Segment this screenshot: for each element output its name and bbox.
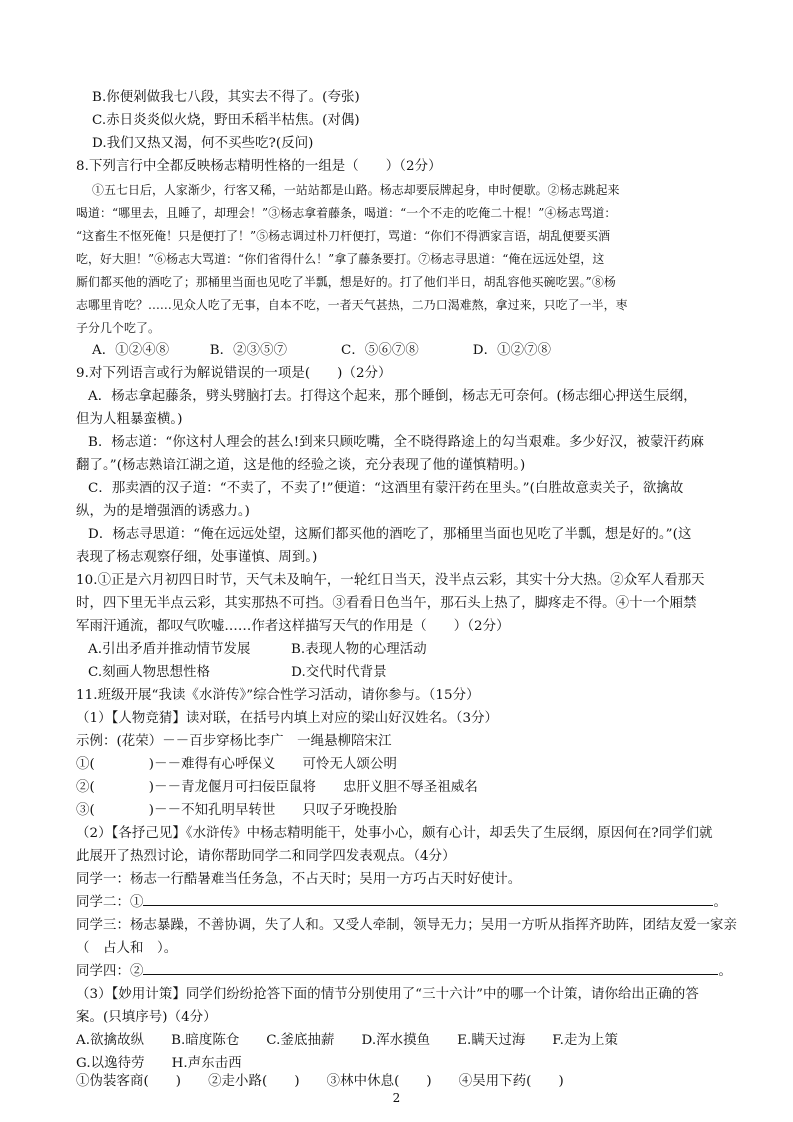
- question-11-part-2: （2）【各抒己见】《水浒传》中杨志精明能干，处事小心，颇有心计，却丢失了生辰纲，原因何在?同学们就: [76, 826, 713, 841]
- student-four-row: [76, 962, 793, 982]
- question-10-cont: 时，四下里无半点云彩，其实那热不可挡。③看看日色当午，那石头上热了，脚疼走不得。④十一个厢禁: [76, 596, 697, 611]
- answer-blank-1[interactable]: [143, 893, 713, 906]
- student-one-opinion: 同学一：杨志一行酷暑难当任务急，不占天时；吴用一方巧占天时好使计。: [76, 872, 522, 887]
- question-11-part-1: （1）【人物竞猜】读对联，在括号内填上对应的梁山好汉姓名。（3分）: [76, 711, 499, 726]
- question-11-part-2-cont: 此展开了热烈讨论，请你帮助同学二和同学四发表观点。（4分）: [76, 849, 456, 864]
- couplet-item: ②( )－－青龙偃月可扫佞臣鼠将 忠肝义胆不辱圣祖威名: [76, 780, 478, 795]
- question-8: 8.下列言行中全都反映杨志精明性格的一组是（ ）（2分）: [76, 159, 442, 174]
- strategy-options-row-2: G.以逸待劳 H.声东击西: [76, 1056, 242, 1071]
- student-three-opinion: 同学三：杨志暴躁，不善协调，失了人和。又受人牵制，领导无力；吴用一方听从指挥齐助阵，团结友爱一家亲: [76, 918, 738, 933]
- question-10-options-cd: C.刻画人物思想性格 D.交代时代背景: [88, 665, 387, 680]
- question-9-option-a-cont: 但为人粗暴蛮横。): [76, 412, 183, 427]
- strategy-options-row-1: A.欲擒故纵 B.暗度陈仓 C.釜底抽薪 D.浑水摸鱼 E.瞒天过海 F.走为上策: [76, 1033, 618, 1048]
- passage-line: 子分几个吃了。: [76, 321, 160, 335]
- question-10-options-ab: A.引出矛盾并推动情节发展 B.表现人物的心理活动: [88, 642, 427, 657]
- student-three-opinion-cont: （ 占人和 ）。: [76, 941, 178, 956]
- couplet-example: 示例：(花荣）－－百步穿杨比李广 一绳悬柳陪宋江: [76, 734, 392, 749]
- question-11-part-3-cont: 案。(只填序号)（4分）: [76, 1010, 217, 1025]
- option-c-line: C.赤日炎炎似火烧，野田禾稻半枯焦。(对偶): [92, 113, 360, 128]
- passage-line: “这畜生不怄死俺！只是便打了！”⑤杨志调过朴刀杆便打，骂道：“你们不得洒家言语，胡乱便要买酒: [76, 229, 611, 243]
- question-10: 10.①正是六月初四日时节，天气未及晌午，一轮红日当天，没半点云彩，其实十分大热。②众军人看那天: [76, 573, 705, 588]
- question-9-option-a: A．杨志拿起藤条，劈头劈脑打去。打得这个起来，那个睡倒，杨志无可奈何。(杨志细心押送生辰纲，: [88, 389, 697, 404]
- question-9-option-b: B．杨志道：“你这村人理会的甚么!到来只顾吃嘴，全不晓得路途上的勾当艰难。多少好汉，被蒙汗药麻: [88, 435, 704, 450]
- passage-line: 厮们都买他的酒吃了；那桶里当面也见吃了半瓢，想是好的。打了他们半日，胡乱容他买碗吃罢。”⑧杨: [76, 275, 616, 289]
- question-9-option-c-cont: 纵，为的是增强酒的诱惑力。): [76, 504, 251, 519]
- question-11-part-3: （3）【妙用计策】同学们纷纷抢答下面的情节分别使用了“三十六计”中的哪一个计策，请你给出正确的答: [76, 987, 699, 1002]
- question-10-cont: 军雨汗通流，都叹气吹嘘……作者这样描写天气的作用是（ ）（2分）: [76, 619, 510, 634]
- passage-line: ①五七日后，人家渐少，行客又稀，一站站都是山路。杨志却要辰牌起身，申时便歇。②杨志跳起来: [92, 183, 620, 197]
- page-number: 2: [392, 1091, 401, 1105]
- question-9-option-b-cont: 翻了。”(杨志熟谙江湖之道，这是他的经验之谈，充分表现了他的谨慎精明。): [76, 458, 526, 473]
- student-two-row: [76, 893, 793, 913]
- question-8-options: A．①②④⑧ B．②③⑤⑦ C．⑤⑥⑦⑧ D．①②⑦⑧: [92, 343, 552, 358]
- student-four-label: 同学四：②: [76, 964, 144, 979]
- passage-line: 吃，好大胆！”⑥杨志大骂道：“你们省得什么！”拿了藤条要打。⑦杨志寻思道：“俺在远远处望，这: [76, 252, 605, 266]
- couplet-item: ③( )－－不知孔明早转世 只叹子牙晚投胎: [76, 803, 397, 818]
- option-b-line: B.你便剁做我七八段，其实去不得了。(夸张): [92, 90, 360, 105]
- student-two-label: 同学二：①: [76, 895, 144, 910]
- blank-end-mark: 。: [718, 964, 732, 979]
- blank-end-mark: 。: [713, 895, 727, 910]
- plot-answer-row: ①伪装客商( ) ②走小路( ) ③林中休息( ) ④吴用下药( ): [76, 1074, 564, 1089]
- passage-line: 喝道：“哪里去，且睡了，却理会！”③杨志拿着藤条，喝道：“一个不走的吃俺二十棍！”④杨志骂道：: [76, 206, 617, 220]
- option-d-line: D.我们又热又渴，何不买些吃?(反问): [92, 136, 314, 151]
- passage-line: 志哪里肯吃？……见众人吃了无事，自本不吃，一者天气甚热，二乃口渴难熬，拿过来，只吃了一半，枣: [76, 298, 628, 312]
- couplet-item: ①( )－－难得有心呼保义 可怜无人颂公明: [76, 757, 397, 772]
- question-9-option-d: D．杨志寻思道：“俺在远远处望，这厮们都买他的酒吃了，那桶里当面也见吃了半瓢，想是好的。”(这: [88, 527, 692, 542]
- question-9: 9.对下列语言或行为解说错误的一项是( )（2分）: [76, 366, 392, 381]
- question-9-option-c: C．那卖酒的汉子道：“不卖了，不卖了!”便道：“这酒里有蒙汗药在里头。”(白胜故意卖关子，欲擒故: [88, 481, 684, 496]
- question-9-option-d-cont: 表现了杨志观察仔细，处事谨慎、周到。): [76, 550, 318, 565]
- question-11: 11.班级开展“我读《水浒传》”综合性学习活动，请你参与。（15分）: [76, 688, 480, 703]
- answer-blank-2[interactable]: [143, 962, 718, 975]
